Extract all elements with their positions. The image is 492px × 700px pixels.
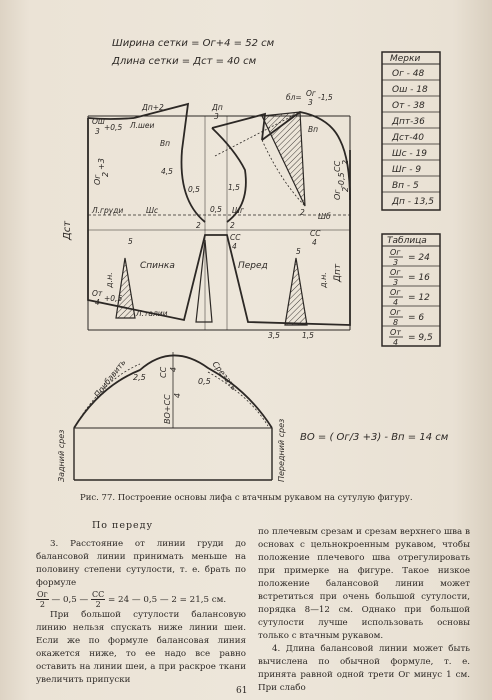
text-column-left: [36, 538, 246, 687]
table-row-numerator: Ог: [390, 268, 401, 277]
label-dn-1: д.н.: [105, 272, 114, 288]
label-s-4: 4: [173, 392, 182, 398]
label-05-a: 0,5: [188, 185, 200, 194]
table-row-numerator: Ог: [390, 248, 401, 257]
label-plus05-b: +0,5: [104, 294, 123, 303]
label-bl-num: Ог: [306, 89, 316, 98]
label-05-c: 0,5: [198, 377, 211, 386]
section-heading: По переду: [92, 520, 154, 531]
label-cut: Срезать: [210, 359, 239, 393]
label-front-seam: Передний срез: [277, 418, 286, 482]
label-og2-05: Ог: [333, 189, 342, 200]
hatched-darts: [116, 112, 307, 325]
formula-table-title: Таблица: [387, 236, 427, 246]
label-plus05-a: +0,5: [104, 123, 123, 132]
label-cc4-s-den: 4: [169, 366, 178, 372]
label-shg: Шг: [232, 206, 244, 215]
measurement-row: Шс - 19: [392, 149, 427, 159]
label-cc-b-den: 4: [312, 238, 317, 247]
label-45: 4,5: [161, 167, 173, 176]
label-dp-den: 3: [214, 112, 219, 121]
label-ot-den: 4: [95, 298, 100, 307]
label-osh: Ош: [92, 117, 105, 126]
label-dpt: Дпт: [333, 263, 343, 282]
grid-length-text: Длина сетки = Дст = 40 см: [112, 56, 257, 67]
table-row-numerator: Ог: [390, 308, 401, 317]
label-bl-tail: -1,5: [318, 93, 333, 102]
label-dn-2: д.н.: [319, 272, 328, 288]
label-add: Прибавить: [92, 357, 128, 400]
table-row-value: = 6: [408, 313, 425, 323]
table-row-value: = 12: [408, 293, 430, 303]
measurement-row: Ог - 48: [392, 69, 425, 79]
label-plus3: +3: [97, 158, 106, 170]
measurement-row: Шг - 9: [392, 165, 422, 175]
label-osh-den: 3: [95, 127, 100, 136]
formula-fraction-b: $\frac{СС}{2}$: [92, 590, 105, 609]
label-35: 3,5: [268, 331, 280, 340]
label-vp: Вп: [160, 139, 171, 148]
paragraph-cont: по плечевым срезам и срезам верхнего шва в основах с цельнокроенным рукавом, чтобы положение плечевого шва отрегулировать при примерке на фигуре. Такое низкое положение балансовой линии может встретиться при очень большой сутулости, порядка 8—12 см. Однако при большой сутулости лучше использовать основы только с втачным рукавом.: [258, 527, 470, 641]
label-shb: Шб: [318, 212, 331, 221]
label-cc2: СС: [333, 160, 342, 172]
label-shs: Шс: [146, 206, 159, 215]
label-og2: Ог: [93, 174, 102, 185]
label-neck-line: Л.шеи: [130, 121, 155, 130]
measurements-title: Мерки: [390, 54, 421, 64]
text-column-right: [258, 526, 470, 695]
label-bl: бл=: [286, 93, 302, 102]
measurement-row: Ош - 18: [392, 85, 428, 95]
label-05-half: 0,5: [210, 205, 222, 214]
formula-fraction-a: $\frac{Ог}{2}$: [37, 590, 48, 609]
table-row-denominator: 3: [393, 278, 399, 287]
measurements-table: [382, 52, 440, 210]
table-row-numerator: От: [390, 328, 401, 337]
label-vo-cc: ВО+СС: [163, 394, 172, 424]
label-vp-right: Вп: [308, 125, 319, 134]
label-5-b: 5: [296, 247, 301, 256]
grid-width-text: Ширина сетки = Ог+4 = 52 см: [112, 38, 275, 49]
label-dp-plus-2: Дп+2: [142, 103, 164, 112]
table-row-numerator: Ог: [390, 288, 401, 297]
label-15: 1,5: [228, 183, 240, 192]
label-back: Спинка: [140, 261, 175, 271]
formula-line: $\frac{Ог}{2}$ — 0,5 — $\frac{СС}{2}$ = 24 — 0,5 — 2 = 21,5 см.: [37, 590, 227, 609]
label-2-b: 2: [230, 221, 235, 230]
measurement-row: От - 38: [392, 101, 425, 111]
label-2-a: 2: [196, 221, 201, 230]
label-15-b: 1,5: [302, 331, 314, 340]
label-front: Перед: [238, 261, 268, 271]
page-number: 61: [236, 686, 248, 696]
table-row-denominator: 4: [393, 298, 399, 307]
label-5-a: 5: [128, 237, 133, 246]
label-bl-den: 3: [308, 98, 313, 107]
label-og2-den: 2: [101, 171, 110, 177]
waist-darts: [196, 240, 212, 322]
label-back-seam: Задний срез: [57, 429, 66, 482]
label-cc-a-den: 4: [232, 242, 237, 251]
label-2-c: 2: [300, 208, 305, 217]
table-row-denominator: 3: [393, 258, 399, 267]
table-row-denominator: 4: [393, 338, 399, 347]
measurement-row: Вп - 5: [392, 181, 419, 191]
paragraph-4: 4. Длина балансовой линии может быть вычислена по обычной формуле, т. е. принята равной одной трети Ог минус 1 см. При слабо: [258, 644, 470, 693]
label-minus05: -0,5: [337, 172, 346, 188]
table-row-value: = 16: [408, 273, 430, 283]
measurement-row: Дп - 13,5: [392, 197, 434, 207]
label-dp: Дп: [212, 103, 223, 112]
label-chest-line: Л.груди: [92, 206, 124, 215]
label-og2-05-den: 2: [341, 186, 350, 192]
label-cc-b: СС: [310, 229, 321, 238]
vo-formula: ВО = ( Ог/3 +3) - Вп = 14 см: [300, 432, 449, 443]
paragraph-3: 3. Расстояние от линии груди до балансовой линии принимать меньше на половину степени сутулости, т. е. брать по формуле: [36, 539, 246, 588]
label-cc-a: СС: [230, 233, 241, 242]
label-cc4-s: СС: [159, 366, 168, 378]
paragraph-3-cont: При большой сутулости балансовую линию нельзя спускать ниже линии шеи. Если же по формуле балансовая линия окажется ниже, то ее надо все равно оставить на линии шеи, а при раскрое ткани увеличить припуски: [36, 610, 246, 685]
label-waist-line: Л.талии: [136, 309, 168, 318]
measurement-row: Дст-40: [392, 133, 424, 143]
measurement-row: Дпт-36: [392, 117, 425, 127]
figure-caption: Рис. 77. Построение основы лифа с втачным рукавом на сутулую фигуру.: [80, 493, 413, 503]
table-row-value: = 9,5: [408, 333, 433, 343]
formula-table: [382, 234, 440, 347]
label-ot: От: [92, 289, 103, 298]
label-25: 2,5: [133, 373, 146, 382]
table-row-value: = 24: [408, 253, 430, 263]
label-dst: Дст: [62, 220, 73, 240]
label-cc2-den: 2: [341, 159, 350, 165]
table-row-denominator: 8: [393, 318, 399, 327]
